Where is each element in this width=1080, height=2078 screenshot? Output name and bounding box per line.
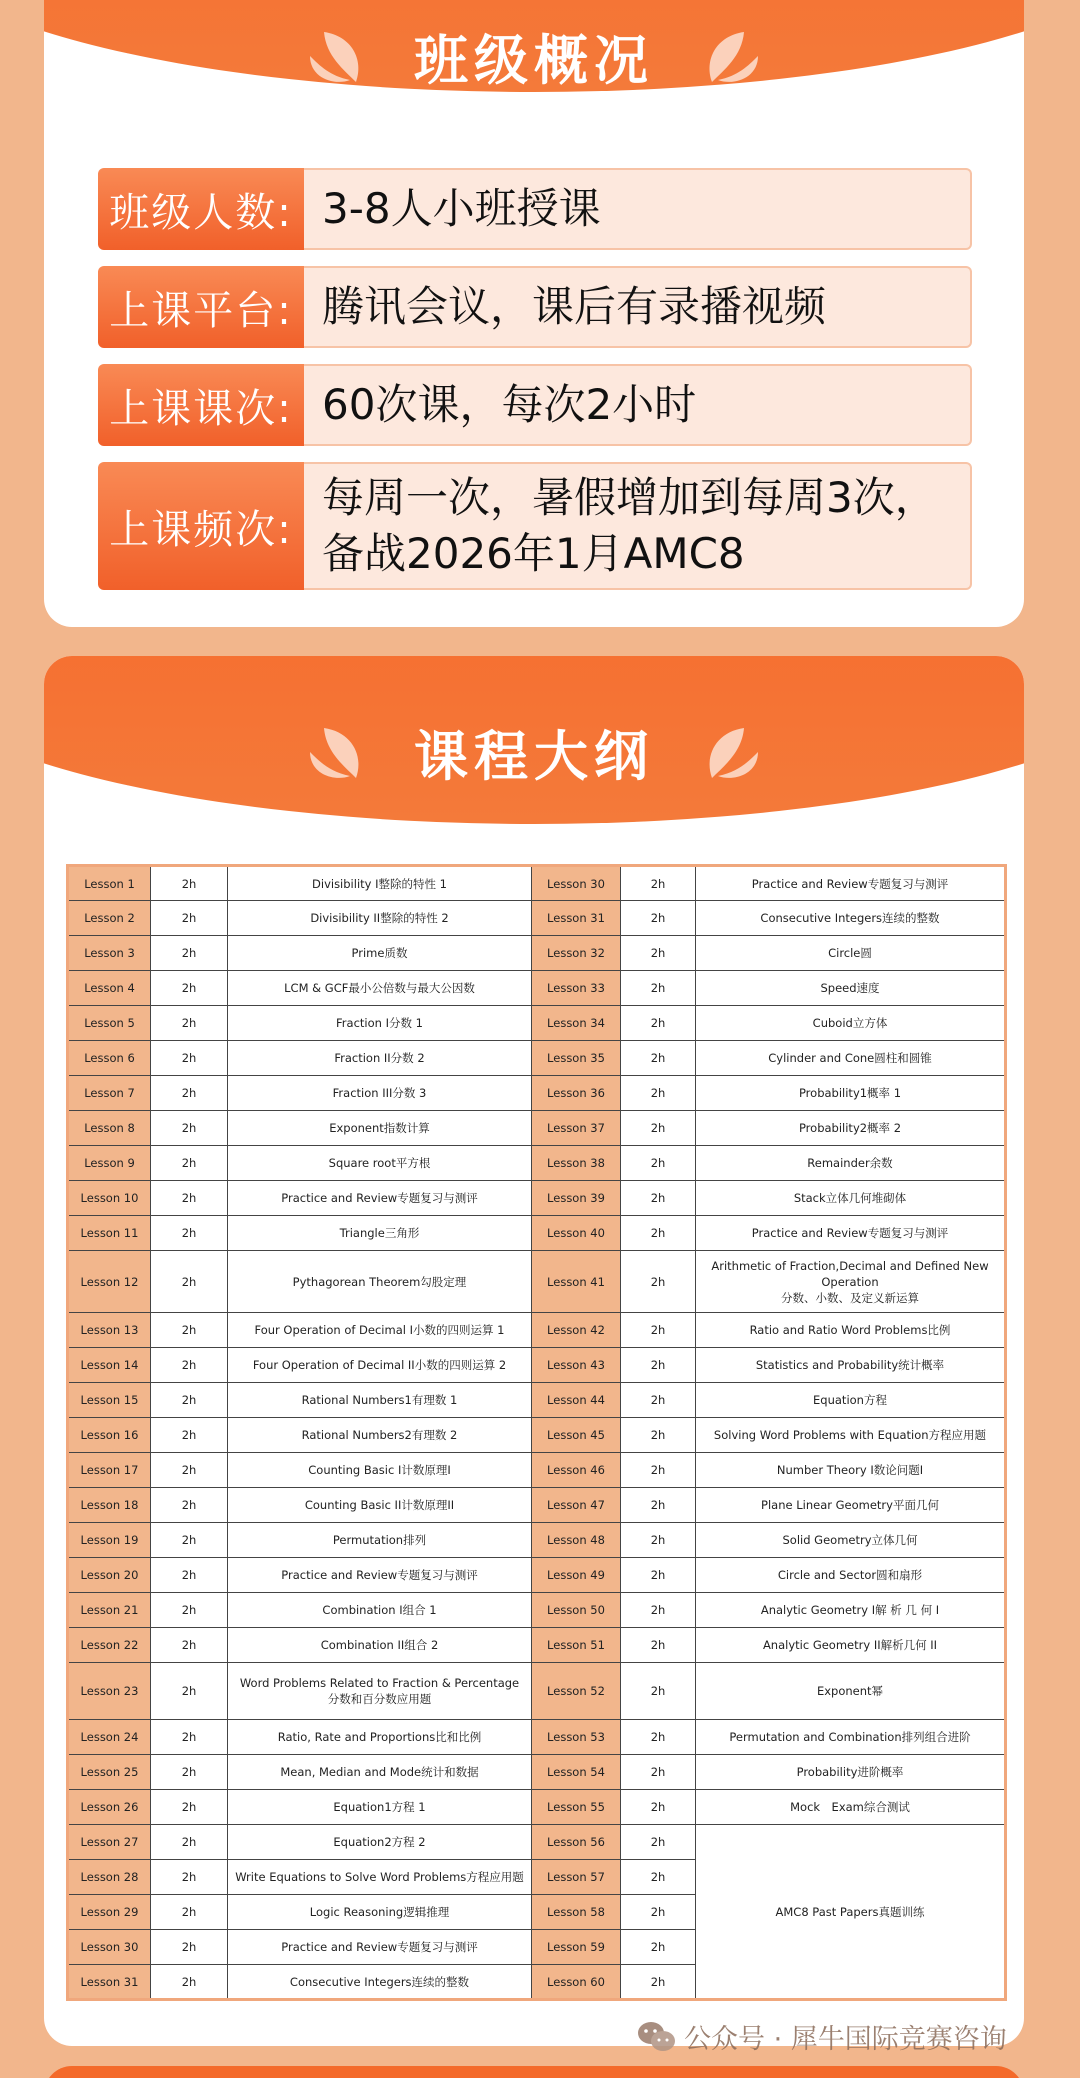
leaf-icon (304, 26, 374, 88)
lesson-cell: Lesson 35 (532, 1041, 621, 1076)
topic-cell (696, 1251, 1006, 1313)
hours-cell: 2h (151, 1663, 228, 1720)
topic-text: Solving Word Problems with Equation方程应用题 (713, 1428, 987, 1442)
table-row (68, 1720, 1006, 1755)
info-label: 上课平台: (98, 266, 304, 348)
next-card-edge (44, 2066, 1024, 2078)
topic-text: Fraction III分数 3 (332, 1086, 427, 1100)
lesson-cell: Lesson 55 (532, 1790, 621, 1825)
topic-text: Practice and Review专题复习与测评 (751, 1226, 949, 1240)
table-row (68, 1628, 1006, 1663)
topic-cell (696, 1593, 1006, 1628)
lesson-cell: Lesson 56 (532, 1825, 621, 1860)
topic-cell (696, 1181, 1006, 1216)
topic-text: Rational Numbers2有理数 2 (301, 1428, 458, 1442)
topic-cell (228, 901, 532, 936)
topic-text: Fraction I分数 1 (336, 1016, 423, 1030)
hours-cell: 2h (151, 866, 228, 901)
watermark-text: 公众号 · 犀牛国际竞赛咨询 (684, 2024, 1007, 2055)
topic-cell (228, 1860, 532, 1895)
topic-text: Solid Geometry立体几何 (782, 1533, 918, 1547)
topic-cell (696, 1663, 1006, 1720)
table-row (68, 1348, 1006, 1383)
lesson-cell: Lesson 33 (532, 971, 621, 1006)
topic-cell (228, 1755, 532, 1790)
hours-cell: 2h (151, 1181, 228, 1216)
hours-cell: 2h (151, 1383, 228, 1418)
leaf-icon (304, 722, 374, 784)
info-value-line: 每周一次，暑假增加到每周3次， (322, 473, 937, 522)
lesson-cell: Lesson 31 (532, 901, 621, 936)
topic-cell (696, 1216, 1006, 1251)
wechat-icon (636, 2020, 676, 2054)
hours-cell: 2h (621, 1006, 696, 1041)
topic-text: Cylinder and Cone圆柱和圆锥 (768, 1051, 932, 1065)
info-value (304, 462, 972, 590)
topic-cell (696, 1111, 1006, 1146)
topic-text: Consecutive Integers连续的整数 (760, 911, 940, 925)
hours-cell: 2h (621, 971, 696, 1006)
hours-cell: 2h (621, 1041, 696, 1076)
topic-text: Permutation and Combination排列组合进阶 (729, 1730, 971, 1744)
table-row (68, 1418, 1006, 1453)
topic-cell (228, 1181, 532, 1216)
hours-cell: 2h (621, 1181, 696, 1216)
lesson-cell: Lesson 41 (532, 1251, 621, 1313)
topic-text: Consecutive Integers连续的整数 (289, 1974, 470, 1989)
hours-cell: 2h (151, 1860, 228, 1895)
topic-cell (228, 1313, 532, 1348)
topic-text: 分数和百分数应用题 (327, 1692, 432, 1706)
topic-text: Combination I组合 1 (322, 1603, 437, 1617)
hours-cell: 2h (621, 936, 696, 971)
topic-cell (228, 1006, 532, 1041)
lesson-cell: Lesson 40 (532, 1216, 621, 1251)
lesson-cell: Lesson 7 (68, 1076, 151, 1111)
hours-cell: 2h (621, 1348, 696, 1383)
topic-cell (228, 1383, 532, 1418)
topic-text: 分数、小数、及定义新运算 (781, 1290, 919, 1305)
lesson-cell: Lesson 2 (68, 901, 151, 936)
lesson-cell: Lesson 47 (532, 1488, 621, 1523)
table-row (68, 1790, 1006, 1825)
topic-cell (228, 1216, 532, 1251)
table-row (68, 1453, 1006, 1488)
topic-cell (228, 1041, 532, 1076)
topic-cell (228, 936, 532, 971)
topic-cell (696, 1790, 1006, 1825)
hours-cell: 2h (151, 1965, 228, 2000)
lesson-cell: Lesson 27 (68, 1825, 151, 1860)
topic-text: Square root平方根 (328, 1156, 431, 1170)
topic-text: Remainder余数 (807, 1156, 893, 1170)
syllabus-title: 课程大纲 (414, 725, 654, 788)
table-row (68, 1523, 1006, 1558)
hours-cell: 2h (151, 1593, 228, 1628)
hours-cell: 2h (151, 1313, 228, 1348)
hours-cell: 2h (151, 1628, 228, 1663)
hours-cell: 2h (621, 1523, 696, 1558)
topic-text: Equation1方程 1 (333, 1800, 426, 1814)
topic-text: Ratio, Rate and Proportions比和比例 (277, 1730, 482, 1744)
topic-text: Counting Basic I计数原理I (308, 1463, 451, 1477)
info-row-class-size (98, 168, 972, 250)
topic-cell (228, 1453, 532, 1488)
lesson-cell: Lesson 12 (68, 1251, 151, 1313)
lesson-cell: Lesson 14 (68, 1348, 151, 1383)
topic-text: Arithmetic of Fraction,Decimal and Defined New Operation (711, 1258, 989, 1289)
topic-text: Stack立体几何堆砌体 (793, 1191, 907, 1205)
info-row-frequency (98, 462, 972, 590)
info-row-sessions (98, 364, 972, 446)
lesson-cell: Lesson 3 (68, 936, 151, 971)
hours-cell: 2h (621, 1558, 696, 1593)
lesson-cell: Lesson 52 (532, 1663, 621, 1720)
lesson-cell: Lesson 22 (68, 1628, 151, 1663)
lesson-cell: Lesson 17 (68, 1453, 151, 1488)
table-row (68, 1006, 1006, 1041)
topic-text: Practice and Review专题复习与测评 (751, 876, 949, 891)
table-row (68, 1076, 1006, 1111)
lesson-cell: Lesson 18 (68, 1488, 151, 1523)
topic-cell (228, 1663, 532, 1720)
topic-cell (228, 1251, 532, 1313)
hours-cell: 2h (621, 1216, 696, 1251)
hours-cell: 2h (621, 1076, 696, 1111)
hours-cell: 2h (151, 1216, 228, 1251)
lesson-cell: Lesson 32 (532, 936, 621, 971)
topic-text: Prime质数 (351, 946, 408, 960)
table-row (68, 1755, 1006, 1790)
topic-cell (228, 1965, 532, 2000)
topic-cell (228, 1930, 532, 1965)
hours-cell: 2h (151, 1251, 228, 1313)
topic-cell (696, 866, 1006, 901)
hours-cell: 2h (621, 1628, 696, 1663)
topic-cell (228, 1111, 532, 1146)
table-row (68, 1146, 1006, 1181)
topic-cell (228, 1895, 532, 1930)
hours-cell: 2h (151, 1930, 228, 1965)
topic-cell (696, 1076, 1006, 1111)
topic-text: Analytic Geometry I解 析 几 何 I (760, 1603, 940, 1617)
lesson-cell: Lesson 59 (532, 1930, 621, 1965)
info-value: 60次课，每次2小时 (304, 364, 972, 446)
topic-text: Circle and Sector圆和扇形 (777, 1568, 923, 1582)
table-row (68, 1313, 1006, 1348)
lesson-cell: Lesson 30 (532, 866, 621, 901)
topic-cell (696, 1313, 1006, 1348)
table-row (68, 1181, 1006, 1216)
hours-cell: 2h (151, 971, 228, 1006)
table-row (68, 936, 1006, 971)
topic-text: Write Equations to Solve Word Problems方程应用题 (235, 1870, 524, 1884)
info-value: 3-8人小班授课 (304, 168, 972, 250)
hours-cell: 2h (621, 1418, 696, 1453)
topic-cell (696, 1628, 1006, 1663)
hours-cell: 2h (151, 1146, 228, 1181)
topic-text: Probability2概率 2 (798, 1121, 902, 1135)
lesson-cell: Lesson 29 (68, 1895, 151, 1930)
lesson-cell: Lesson 49 (532, 1558, 621, 1593)
topic-cell (696, 1558, 1006, 1593)
hours-cell: 2h (621, 1663, 696, 1720)
topic-text: Ratio and Ratio Word Problems比例 (749, 1323, 951, 1337)
topic-cell (228, 1628, 532, 1663)
leaf-icon (694, 26, 764, 88)
info-value: 腾讯会议，课后有录播视频 (304, 266, 972, 348)
hours-cell: 2h (151, 1111, 228, 1146)
table-row (68, 1593, 1006, 1628)
topic-text: Permutation排列 (332, 1533, 427, 1547)
topic-text: Fraction II分数 2 (334, 1051, 425, 1065)
lesson-cell: Lesson 9 (68, 1146, 151, 1181)
lesson-cell: Lesson 37 (532, 1111, 621, 1146)
table-row (68, 1488, 1006, 1523)
lesson-cell: Lesson 26 (68, 1790, 151, 1825)
topic-text: Combination II组合 2 (320, 1638, 439, 1652)
lesson-cell: Lesson 13 (68, 1313, 151, 1348)
lesson-cell: Lesson 53 (532, 1720, 621, 1755)
topic-text: Probability1概率 1 (798, 1086, 902, 1100)
topic-text: LCM & GCF最小公倍数与最大公因数 (284, 981, 475, 995)
topic-text: Number Theory I数论问题I (776, 1463, 924, 1477)
topic-text: Counting Basic II计数原理II (304, 1498, 455, 1512)
topic-text: Speed速度 (820, 981, 880, 995)
table-row (68, 1111, 1006, 1146)
topic-cell (228, 866, 532, 901)
table-row (68, 1383, 1006, 1418)
topic-cell (696, 1418, 1006, 1453)
topic-text: Practice and Review专题复习与测评 (281, 1568, 478, 1582)
topic-text: Cuboid立方体 (812, 1016, 888, 1030)
hours-cell: 2h (151, 1895, 228, 1930)
overview-title: 班级概况 (414, 29, 654, 92)
topic-cell (696, 1523, 1006, 1558)
topic-text: Pythagorean Theorem勾股定理 (292, 1274, 467, 1289)
hours-cell: 2h (621, 1895, 696, 1930)
hours-cell: 2h (151, 1720, 228, 1755)
topic-cell (696, 1383, 1006, 1418)
topic-cell (696, 936, 1006, 971)
hours-cell: 2h (621, 1111, 696, 1146)
hours-cell: 2h (621, 1488, 696, 1523)
lesson-cell: Lesson 28 (68, 1860, 151, 1895)
overview-title-row (44, 18, 1024, 95)
topic-text: Practice and Review专题复习与测评 (281, 1191, 478, 1205)
topic-cell (228, 1488, 532, 1523)
lesson-cell: Lesson 19 (68, 1523, 151, 1558)
hours-cell: 2h (621, 1720, 696, 1755)
topic-cell (228, 1720, 532, 1755)
lesson-cell: Lesson 60 (532, 1965, 621, 2000)
lesson-cell: Lesson 54 (532, 1755, 621, 1790)
hours-cell: 2h (621, 1146, 696, 1181)
hours-cell: 2h (151, 1453, 228, 1488)
topic-cell (696, 971, 1006, 1006)
hours-cell: 2h (151, 1523, 228, 1558)
class-overview-card (44, 0, 1024, 627)
merged-topic-cell: AMC8 Past Papers真题训练 (696, 1825, 1006, 2000)
hours-cell: 2h (621, 1593, 696, 1628)
info-label: 上课频次: (98, 462, 304, 590)
topic-text: Probability进阶概率 (796, 1765, 904, 1779)
hours-cell: 2h (621, 1453, 696, 1488)
hours-cell: 2h (621, 866, 696, 901)
topic-text: Equation2方程 2 (333, 1835, 426, 1849)
lesson-cell: Lesson 58 (532, 1895, 621, 1930)
hours-cell: 2h (621, 1313, 696, 1348)
syllabus-card (44, 656, 1024, 2046)
syllabus-title-row (44, 714, 1024, 791)
topic-text: Exponent幂 (816, 1684, 884, 1698)
topic-text: Exponent指数计算 (329, 1121, 430, 1135)
topic-text: Rational Numbers1有理数 1 (301, 1393, 458, 1407)
topic-cell (696, 1348, 1006, 1383)
lesson-cell: Lesson 50 (532, 1593, 621, 1628)
hours-cell: 2h (151, 1076, 228, 1111)
lesson-cell: Lesson 45 (532, 1418, 621, 1453)
hours-cell: 2h (621, 1383, 696, 1418)
topic-text: Equation方程 (813, 1393, 887, 1407)
lesson-cell: Lesson 5 (68, 1006, 151, 1041)
lesson-cell: Lesson 51 (532, 1628, 621, 1663)
lesson-cell: Lesson 42 (532, 1313, 621, 1348)
lesson-cell: Lesson 39 (532, 1181, 621, 1216)
table-row (68, 1663, 1006, 1720)
lesson-cell: Lesson 10 (68, 1181, 151, 1216)
lesson-cell: Lesson 6 (68, 1041, 151, 1076)
lesson-cell: Lesson 24 (68, 1720, 151, 1755)
topic-text: Analytic Geometry II解析几何 II (762, 1638, 938, 1652)
table-row (68, 901, 1006, 936)
topic-cell (228, 1790, 532, 1825)
lesson-cell: Lesson 57 (532, 1860, 621, 1895)
lesson-cell: Lesson 23 (68, 1663, 151, 1720)
topic-cell (696, 1041, 1006, 1076)
topic-cell (228, 1593, 532, 1628)
topic-cell (228, 1523, 532, 1558)
topic-text: Mock Exam综合测试 (790, 1800, 910, 1814)
topic-text: Four Operation of Decimal I小数的四则运算 1 (254, 1323, 505, 1337)
leaf-icon (694, 722, 764, 784)
topic-cell (228, 1825, 532, 1860)
lesson-cell: Lesson 34 (532, 1006, 621, 1041)
lesson-cell: Lesson 48 (532, 1523, 621, 1558)
lesson-cell: Lesson 36 (532, 1076, 621, 1111)
table-row (68, 1558, 1006, 1593)
hours-cell: 2h (151, 1006, 228, 1041)
info-value-line: 备战2026年1月AMC8 (322, 529, 745, 578)
lesson-cell: Lesson 31 (68, 1965, 151, 2000)
lesson-cell: Lesson 20 (68, 1558, 151, 1593)
lesson-cell: Lesson 11 (68, 1216, 151, 1251)
hours-cell: 2h (621, 1251, 696, 1313)
hours-cell: 2h (621, 1825, 696, 1860)
hours-cell: 2h (151, 1755, 228, 1790)
watermark (636, 2017, 1007, 2056)
lesson-cell: Lesson 15 (68, 1383, 151, 1418)
hours-cell: 2h (151, 901, 228, 936)
topic-cell (696, 1755, 1006, 1790)
hours-cell: 2h (151, 936, 228, 971)
hours-cell: 2h (621, 1930, 696, 1965)
table-row (68, 1825, 1006, 1860)
topic-text: Logic Reasoning逻辑推理 (309, 1905, 450, 1919)
topic-text: Word Problems Related to Fraction & Percentage (239, 1676, 520, 1690)
topic-cell (696, 1720, 1006, 1755)
hours-cell: 2h (621, 901, 696, 936)
topic-text: Plane Linear Geometry平面几何 (761, 1498, 939, 1512)
topic-cell (696, 901, 1006, 936)
topic-cell (228, 1146, 532, 1181)
lesson-cell: Lesson 38 (532, 1146, 621, 1181)
hours-cell: 2h (151, 1488, 228, 1523)
info-row-platform (98, 266, 972, 348)
hours-cell: 2h (151, 1790, 228, 1825)
table-row (68, 1041, 1006, 1076)
topic-text: Four Operation of Decimal II小数的四则运算 2 (252, 1358, 507, 1372)
hours-cell: 2h (151, 1348, 228, 1383)
lesson-cell: Lesson 8 (68, 1111, 151, 1146)
hours-cell: 2h (621, 1755, 696, 1790)
topic-text: Triangle三角形 (339, 1226, 420, 1240)
topic-text: Mean, Median and Mode统计和数据 (280, 1765, 479, 1779)
hours-cell: 2h (621, 1965, 696, 2000)
syllabus-table (66, 864, 1007, 2001)
table-row (68, 1216, 1006, 1251)
info-label: 上课课次: (98, 364, 304, 446)
topic-text: Circle圆 (828, 946, 872, 960)
hours-cell: 2h (621, 1790, 696, 1825)
table-row (68, 866, 1006, 901)
lesson-cell: Lesson 16 (68, 1418, 151, 1453)
topic-cell (228, 1076, 532, 1111)
topic-text: Practice and Review专题复习与测评 (281, 1940, 478, 1954)
hours-cell: 2h (151, 1418, 228, 1453)
topic-cell (696, 1453, 1006, 1488)
topic-cell (696, 1146, 1006, 1181)
topic-text: Divisibility II整除的特性 2 (310, 911, 449, 925)
lesson-cell: Lesson 44 (532, 1383, 621, 1418)
topic-cell (228, 1348, 532, 1383)
hours-cell: 2h (151, 1041, 228, 1076)
lesson-cell: Lesson 4 (68, 971, 151, 1006)
lesson-cell: Lesson 25 (68, 1755, 151, 1790)
topic-cell (228, 971, 532, 1006)
lesson-cell: Lesson 46 (532, 1453, 621, 1488)
hours-cell: 2h (151, 1825, 228, 1860)
info-label: 班级人数: (98, 168, 304, 250)
lesson-cell: Lesson 30 (68, 1930, 151, 1965)
topic-cell (696, 1006, 1006, 1041)
topic-text: Divisibility I整除的特性 1 (312, 876, 447, 891)
topic-cell (696, 1488, 1006, 1523)
lesson-cell: Lesson 43 (532, 1348, 621, 1383)
hours-cell: 2h (151, 1558, 228, 1593)
lesson-cell: Lesson 21 (68, 1593, 151, 1628)
table-row (68, 971, 1006, 1006)
topic-text: Statistics and Probability统计概率 (755, 1358, 945, 1372)
hours-cell: 2h (621, 1860, 696, 1895)
topic-cell (228, 1558, 532, 1593)
table-row (68, 1251, 1006, 1313)
topic-cell (228, 1418, 532, 1453)
lesson-cell: Lesson 1 (68, 866, 151, 901)
